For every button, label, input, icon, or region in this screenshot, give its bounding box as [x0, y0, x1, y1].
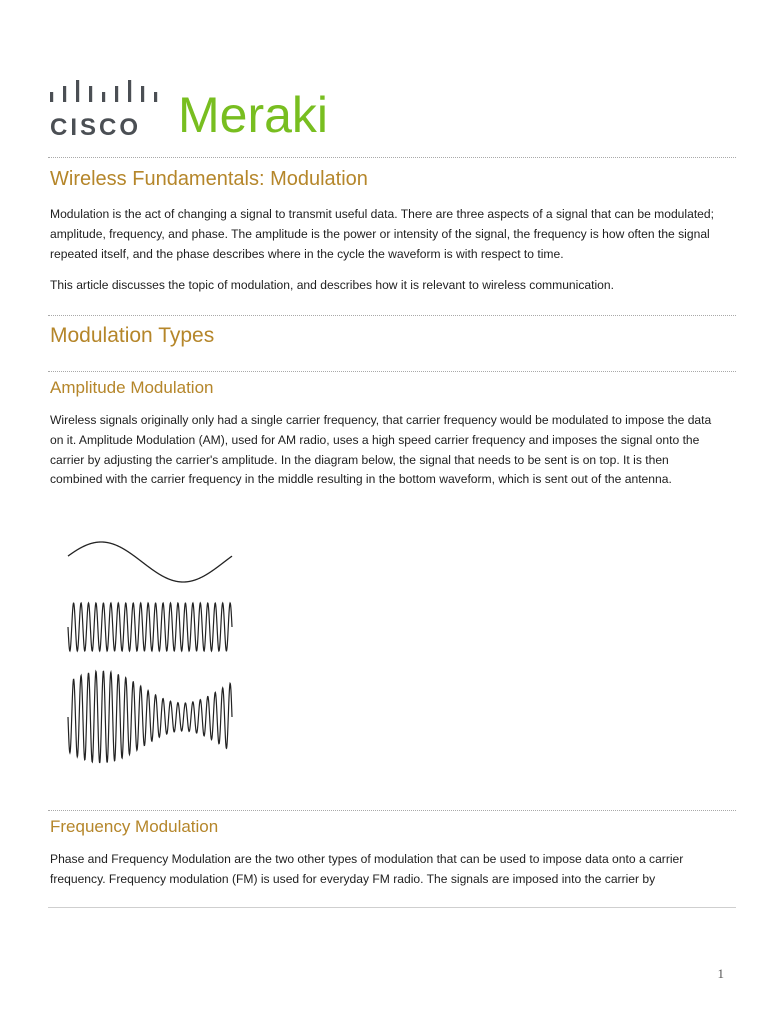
am-modulation-diagram [62, 532, 242, 777]
page-title: Wireless Fundamentals: Modulation [50, 168, 368, 190]
meraki-wordmark: Meraki [178, 87, 329, 143]
page-footer-rule [48, 907, 736, 908]
frequency-paragraph: Phase and Frequency Modulation are the two other types of modulation that can be used to impose data onto a carrier frequency. Frequency modulation (FM) is used for everyday FM radio. The signals are imposed into the carrier by [50, 852, 684, 886]
divider [48, 315, 736, 316]
divider [48, 157, 736, 158]
am-modulated-wave [68, 671, 232, 763]
intro-summary: This article discusses the topic of modulation, and describes how it is relevant to wireless communication. [50, 278, 614, 292]
cisco-wordmark: CISCO [50, 114, 142, 141]
carrier-wave [68, 603, 232, 651]
page-number: 1 [717, 966, 724, 981]
frequency-heading: Frequency Modulation [50, 817, 219, 836]
cisco-meraki-logo [48, 78, 348, 142]
intro-paragraph: Modulation is the act of changing a signal to transmit useful data. There are three aspects of a signal that can be modulated; amplitude, frequency, and phase. The amplitude is the power or intensity of the signal, the frequency is how often the signal repeated itself, and the phase describes where in the cycle the waveform is with respect to time. [50, 207, 714, 261]
divider [48, 810, 736, 811]
divider [48, 371, 736, 372]
amplitude-paragraph: Wireless signals originally only had a single carrier frequency, that carrier frequency would be modulated to impose the data on it. Amplitude Modulation (AM), used for AM radio, uses a high speed carrier frequency and imposes the signal onto the carrier by adjusting the carrier's amplitude. In the diagram below, the signal that needs to be sent is on top. It is then combined with the carrier frequency in the middle resulting in the bottom waveform, which is sent out of the antenna. [50, 413, 712, 487]
message-signal [68, 542, 232, 582]
amplitude-heading: Amplitude Modulation [50, 378, 214, 397]
cisco-bars-icon [48, 78, 158, 110]
section-title: Modulation Types [50, 324, 215, 347]
